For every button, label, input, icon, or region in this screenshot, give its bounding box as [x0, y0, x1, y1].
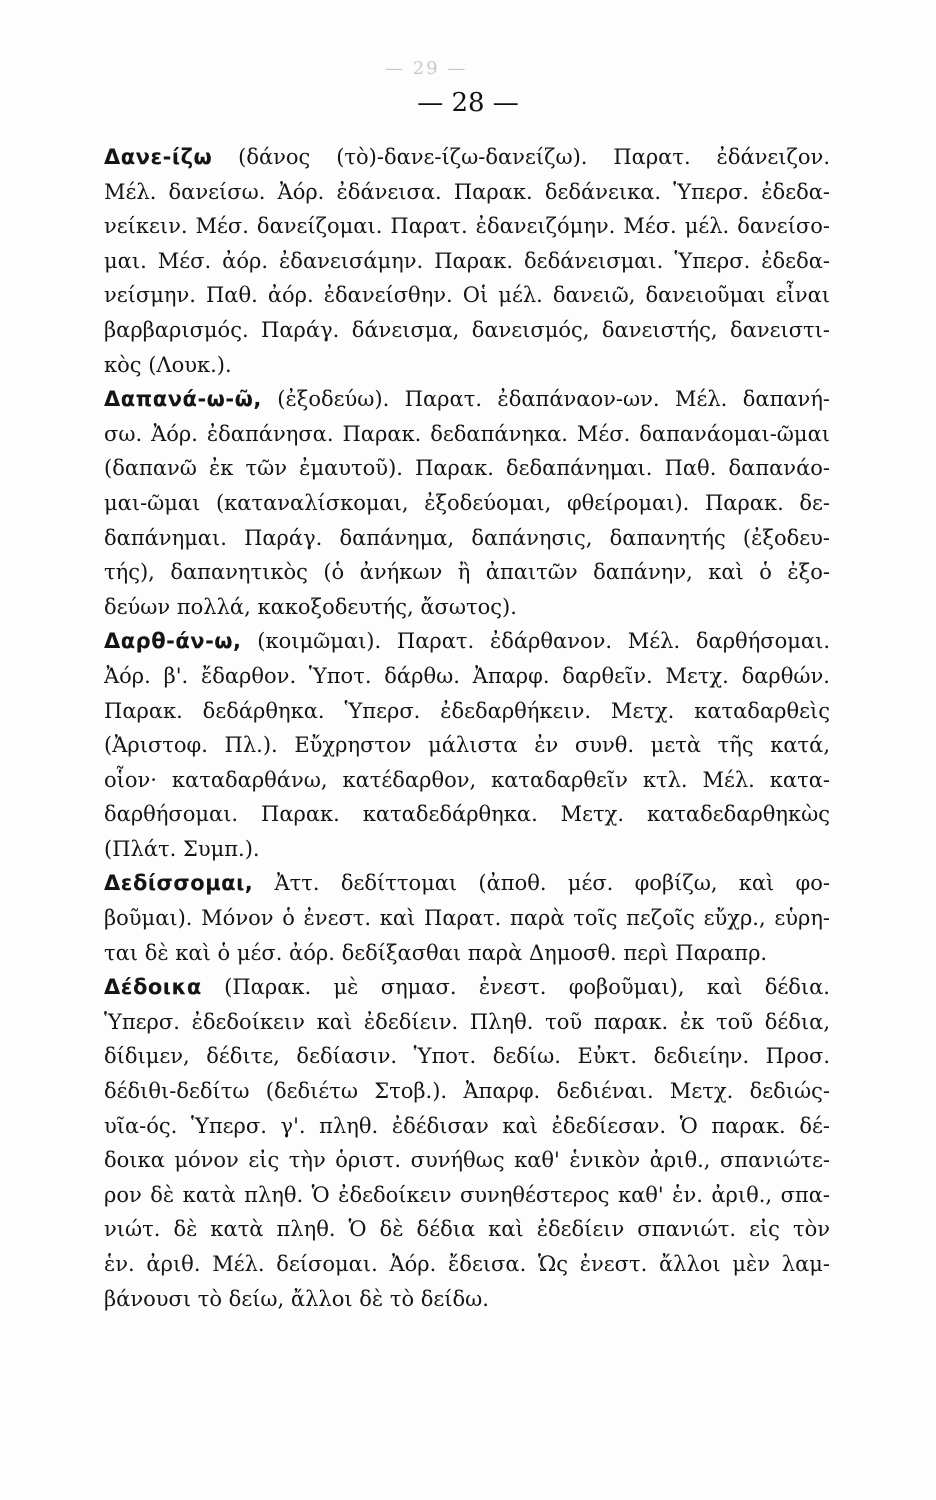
text-line — [104, 728, 830, 763]
entry-text: Μέλ. δανείσω. Ἀόρ. ἐδάνεισα. Παρακ. δεδάνεικα. Ὑπερσ. ἐδεδα- — [104, 179, 830, 204]
text-line — [104, 1212, 830, 1247]
text-line — [104, 382, 830, 417]
entry-text: (ἐξοδεύω). Παρατ. ἐδαπάναον-ων. Μέλ. δαπανή- — [261, 387, 830, 412]
entry-text: δέδιθι-δεδίτω (δεδιέτω Στοβ.). Ἀπαρφ. δεδιέναι. Μετχ. δεδιώς- — [104, 1079, 830, 1104]
entry-text: μαι-ῶμαι (καταναλίσκομαι, ἐξοδεύομαι, φθείρομαι). Παρακ. δε- — [104, 490, 830, 515]
entry-text: Ἀόρ. β'. ἔδαρθον. Ὑποτ. δάρθω. Ἀπαρφ. δαρθεῖν. Μετχ. δαρθών. — [104, 663, 830, 688]
entry-text: (Ἀριστοφ. Πλ.). Εὔχρηστον μάλιστα ἐν συνθ. μετὰ τῆς κατά, — [104, 733, 830, 758]
entry-text: οἷον· καταδαρθάνω, κατέδαρθον, καταδαρθεῖν κτλ. Μέλ. κατα- — [104, 767, 830, 792]
text-line — [104, 278, 830, 313]
text-line — [104, 763, 830, 798]
text-line — [104, 1074, 830, 1109]
text-line — [104, 1247, 830, 1282]
text-line — [104, 901, 830, 936]
headword: Δανε-ίζω — [104, 145, 213, 169]
text-line — [104, 1005, 830, 1040]
bleed-through-page-number: — 29 — — [385, 58, 468, 79]
text-line — [104, 1109, 830, 1144]
entry-text: Παρακ. δεδάρθηκα. Ὑπερσ. ἐδεδαρθήκειν. Μετχ. καταδαρθεὶς — [104, 698, 830, 723]
text-line — [104, 555, 830, 590]
text-line — [104, 936, 830, 971]
text-line — [104, 348, 830, 383]
text-line — [104, 1039, 830, 1074]
entry-text: δαπάνημαι. Παράγ. δαπάνημα, δαπάνησις, δαπανητής (ἐξοδευ- — [104, 525, 830, 550]
entry-text: βάνουσι τὸ δείω, ἄλλοι δὲ τὸ δείδω. — [104, 1286, 489, 1311]
entry-text: ἑν. ἀριθ. Μέλ. δείσομαι. Ἀόρ. ἔδεισα. Ὡς ἐνεστ. ἄλλοι μὲν λαμ- — [104, 1252, 830, 1276]
text-line — [104, 521, 830, 556]
text-line — [104, 451, 830, 486]
text-line — [104, 209, 830, 244]
text-line — [104, 624, 830, 659]
headword: Δεδίσσομαι, — [104, 871, 254, 896]
text-line — [104, 866, 830, 901]
dictionary-text — [104, 140, 830, 1316]
text-line — [104, 832, 830, 867]
entry-text: Ὑπερσ. ἐδεδοίκειν καὶ ἐδεδίειν. Πληθ. τοῦ παρακ. ἐκ τοῦ δέδια, — [104, 1009, 830, 1034]
text-line — [104, 140, 830, 175]
headword: Δαπανά-ω-ῶ, — [104, 387, 262, 412]
entry-text: ρον δὲ κατὰ πληθ. Ὁ ἐδεδοίκειν συνηθέστερος καθ' ἑν. ἀριθ., σπα- — [104, 1182, 830, 1207]
entry-text: δοικα μόνον εἰς τὴν ὁριστ. συνήθως καθ' ἑνικὸν ἀριθ., σπανιώτε- — [104, 1148, 830, 1173]
text-line — [104, 1282, 830, 1317]
entry-text: σω. Ἀόρ. ἐδαπάνησα. Παρακ. δεδαπάνηκα. Μέσ. δαπανάομαι-ῶμαι — [104, 421, 830, 446]
entry-text: δαρθήσομαι. Παρακ. καταδεδάρθηκα. Μετχ. καταδεδαρθηκὼς — [104, 802, 830, 827]
entry-text: (δάνος (τὸ)-δανε-ίζω-δανείζω). Παρατ. ἐδάνειζον. — [212, 145, 830, 169]
headword: Δαρθ-άν-ω, — [104, 629, 242, 654]
entry-text: βαρβαρισμός. Παράγ. δάνεισμα, δανεισμός, δανειστής, δανειστι- — [104, 317, 830, 342]
entry-text: βοῦμαι). Μόνον ὁ ἐνεστ. καὶ Παρατ. παρὰ τοῖς πεζοῖς εὔχρ., εὑρη- — [104, 906, 830, 931]
text-line — [104, 1178, 830, 1213]
text-line — [104, 1143, 830, 1178]
entry-text: κὸς (Λουκ.). — [104, 352, 232, 377]
text-line — [104, 590, 830, 625]
text-line — [104, 244, 830, 279]
entry-text: (κοιμῶμαι). Παρατ. ἐδάρθανον. Μέλ. δαρθήσομαι. — [241, 629, 830, 654]
entry-text: νιώτ. δὲ κατὰ πληθ. Ὁ δὲ δέδια καὶ ἐδεδίειν σπανιώτ. εἰς τὸν — [104, 1217, 830, 1242]
entry-text: ται δὲ καὶ ὁ μέσ. ἀόρ. δεδίξασθαι παρὰ Δημοσθ. περὶ Παραπρ. — [104, 940, 768, 965]
text-line — [104, 694, 830, 729]
headword: Δέδοικα — [104, 975, 202, 1000]
text-line — [104, 486, 830, 521]
text-line — [104, 797, 830, 832]
entry-text: υῖα-ός. Ὑπερσ. γ'. πληθ. ἐδέδισαν καὶ ἐδεδίεσαν. Ὁ παρακ. δέ- — [104, 1113, 830, 1138]
entry-text: νείσμην. Παθ. ἀόρ. ἐδανείσθην. Οἱ μέλ. δανειῶ, δανειοῦμαι εἶναι — [104, 283, 830, 308]
entry-text: Ἀττ. δεδίττομαι (ἀποθ. μέσ. φοβίζω, καὶ φο- — [253, 871, 830, 896]
text-line — [104, 970, 830, 1005]
entry-text: τής), δαπανητικὸς (ὁ ἀνήκων ἢ ἀπαιτῶν δαπάνην, καὶ ὁ ἐξο- — [104, 560, 830, 585]
entry-text: (δαπανῶ ἐκ τῶν ἐμαυτοῦ). Παρακ. δεδαπάνημαι. Παθ. δαπανάο- — [104, 456, 830, 481]
text-line — [104, 175, 830, 210]
text-line — [104, 417, 830, 452]
entry-text: (Παρακ. μὲ σημασ. ἐνεστ. φοβοῦμαι), καὶ δέδια. — [201, 975, 830, 1000]
entry-text: δεύων πολλά, κακοξοδευτής, ἄσωτος). — [104, 594, 517, 619]
entry-text: δίδιμεν, δέδιτε, δεδίασιν. Ὑποτ. δεδίω. Εὐκτ. δεδιείην. Προσ. — [104, 1044, 830, 1069]
page-number: — 28 — — [417, 88, 519, 118]
text-line — [104, 313, 830, 348]
entry-text: νείκειν. Μέσ. δανείζομαι. Παρατ. ἐδανειζόμην. Μέσ. μέλ. δανείσο- — [104, 214, 830, 239]
text-line — [104, 659, 830, 694]
entry-text: (Πλάτ. Συμπ.). — [104, 836, 260, 861]
entry-text: μαι. Μέσ. ἀόρ. ἐδανεισάμην. Παρακ. δεδάνεισμαι. Ὑπερσ. ἐδεδα- — [104, 248, 830, 273]
